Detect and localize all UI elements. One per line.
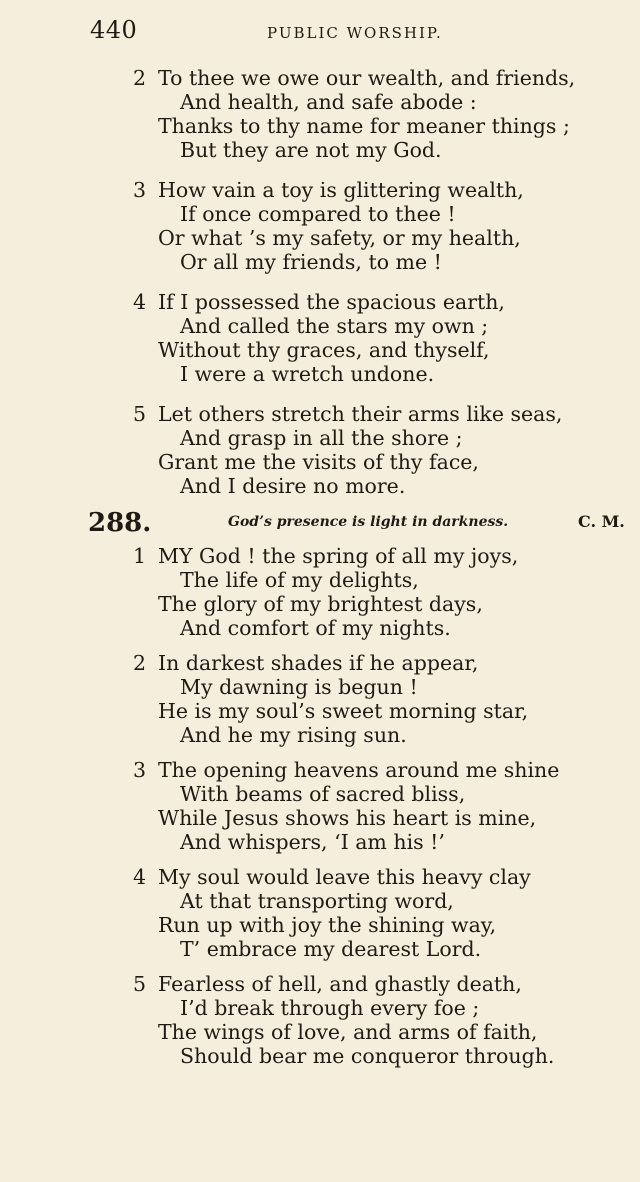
verse-line: Thanks to thy name for meaner things ; (158, 114, 570, 138)
verse-line: And called the stars my own ; (180, 314, 489, 338)
stanza-number: 2 (133, 651, 147, 675)
verse-line: Fearless of hell, and ghastly death, (158, 972, 522, 996)
verse-line: But they are not my God. (180, 138, 442, 162)
page-header (0, 16, 640, 50)
verse-line: Or all my friends, to me ! (180, 250, 442, 274)
verse-line: The life of my delights, (180, 568, 419, 592)
verse-line: MY God ! the spring of all my joys, (158, 544, 519, 568)
verse-line: The glory of my brightest days, (158, 592, 483, 616)
verse-line: And I desire no more. (180, 474, 406, 498)
verse-line: Let others stretch their arms like seas, (158, 402, 563, 426)
verse-line: Without thy graces, and thyself, (158, 338, 490, 362)
stanza-number: 5 (133, 972, 147, 996)
verse-line: To thee we owe our wealth, and friends, (158, 66, 576, 90)
stanza-number: 4 (133, 290, 147, 314)
verse-line: Or what ’s my safety, or my health, (158, 226, 521, 250)
verse-line: He is my soul’s sweet morning star, (158, 699, 529, 723)
verse-line: The opening heavens around me shine (158, 758, 560, 782)
verse-line: Run up with joy the shining way, (158, 913, 497, 937)
verse-line: And grasp in all the shore ; (180, 426, 463, 450)
stanza-number: 2 (133, 66, 147, 90)
stanza-number: 4 (133, 865, 147, 889)
verse-line: While Jesus shows his heart is mine, (158, 806, 537, 830)
hymn-meter: C. M. (578, 512, 625, 531)
verse-line: With beams of sacred bliss, (180, 782, 466, 806)
verse-line: In darkest shades if he appear, (158, 651, 479, 675)
stanza-number: 3 (133, 758, 147, 782)
verse-line: And health, and safe abode : (180, 90, 477, 114)
verse-line: And comfort of my nights. (180, 616, 451, 640)
page-number: 440 (90, 16, 138, 44)
verse-line: My soul would leave this heavy clay (158, 865, 531, 889)
stanza-number: 3 (133, 178, 147, 202)
verse-line: I were a wretch undone. (180, 362, 435, 386)
verse-line: How vain a toy is glittering wealth, (158, 178, 524, 202)
verse-line: And he my rising sun. (180, 723, 407, 747)
verse-line: I’d break through every foe ; (180, 996, 480, 1020)
stanza-number: 1 (133, 544, 147, 568)
verse-line: T’ embrace my dearest Lord. (180, 937, 482, 961)
verse-line: Should bear me conqueror through. (180, 1044, 555, 1068)
verse-line: And whispers, ‘I am his !’ (180, 830, 445, 854)
hymn-heading (0, 508, 640, 538)
verse-line: If once compared to thee ! (180, 202, 456, 226)
verse-line: If I possessed the spacious earth, (158, 290, 505, 314)
hymn-number: 288. (88, 508, 152, 538)
hymn-title: God’s presence is light in darkness. (228, 514, 509, 530)
running-head: PUBLIC WORSHIP. (267, 24, 443, 42)
stanza-number: 5 (133, 402, 147, 426)
verse-line: Grant me the visits of thy face, (158, 450, 479, 474)
verse-line: At that transporting word, (180, 889, 454, 913)
verse-line: The wings of love, and arms of faith, (158, 1020, 538, 1044)
verse-line: My dawning is begun ! (180, 675, 418, 699)
